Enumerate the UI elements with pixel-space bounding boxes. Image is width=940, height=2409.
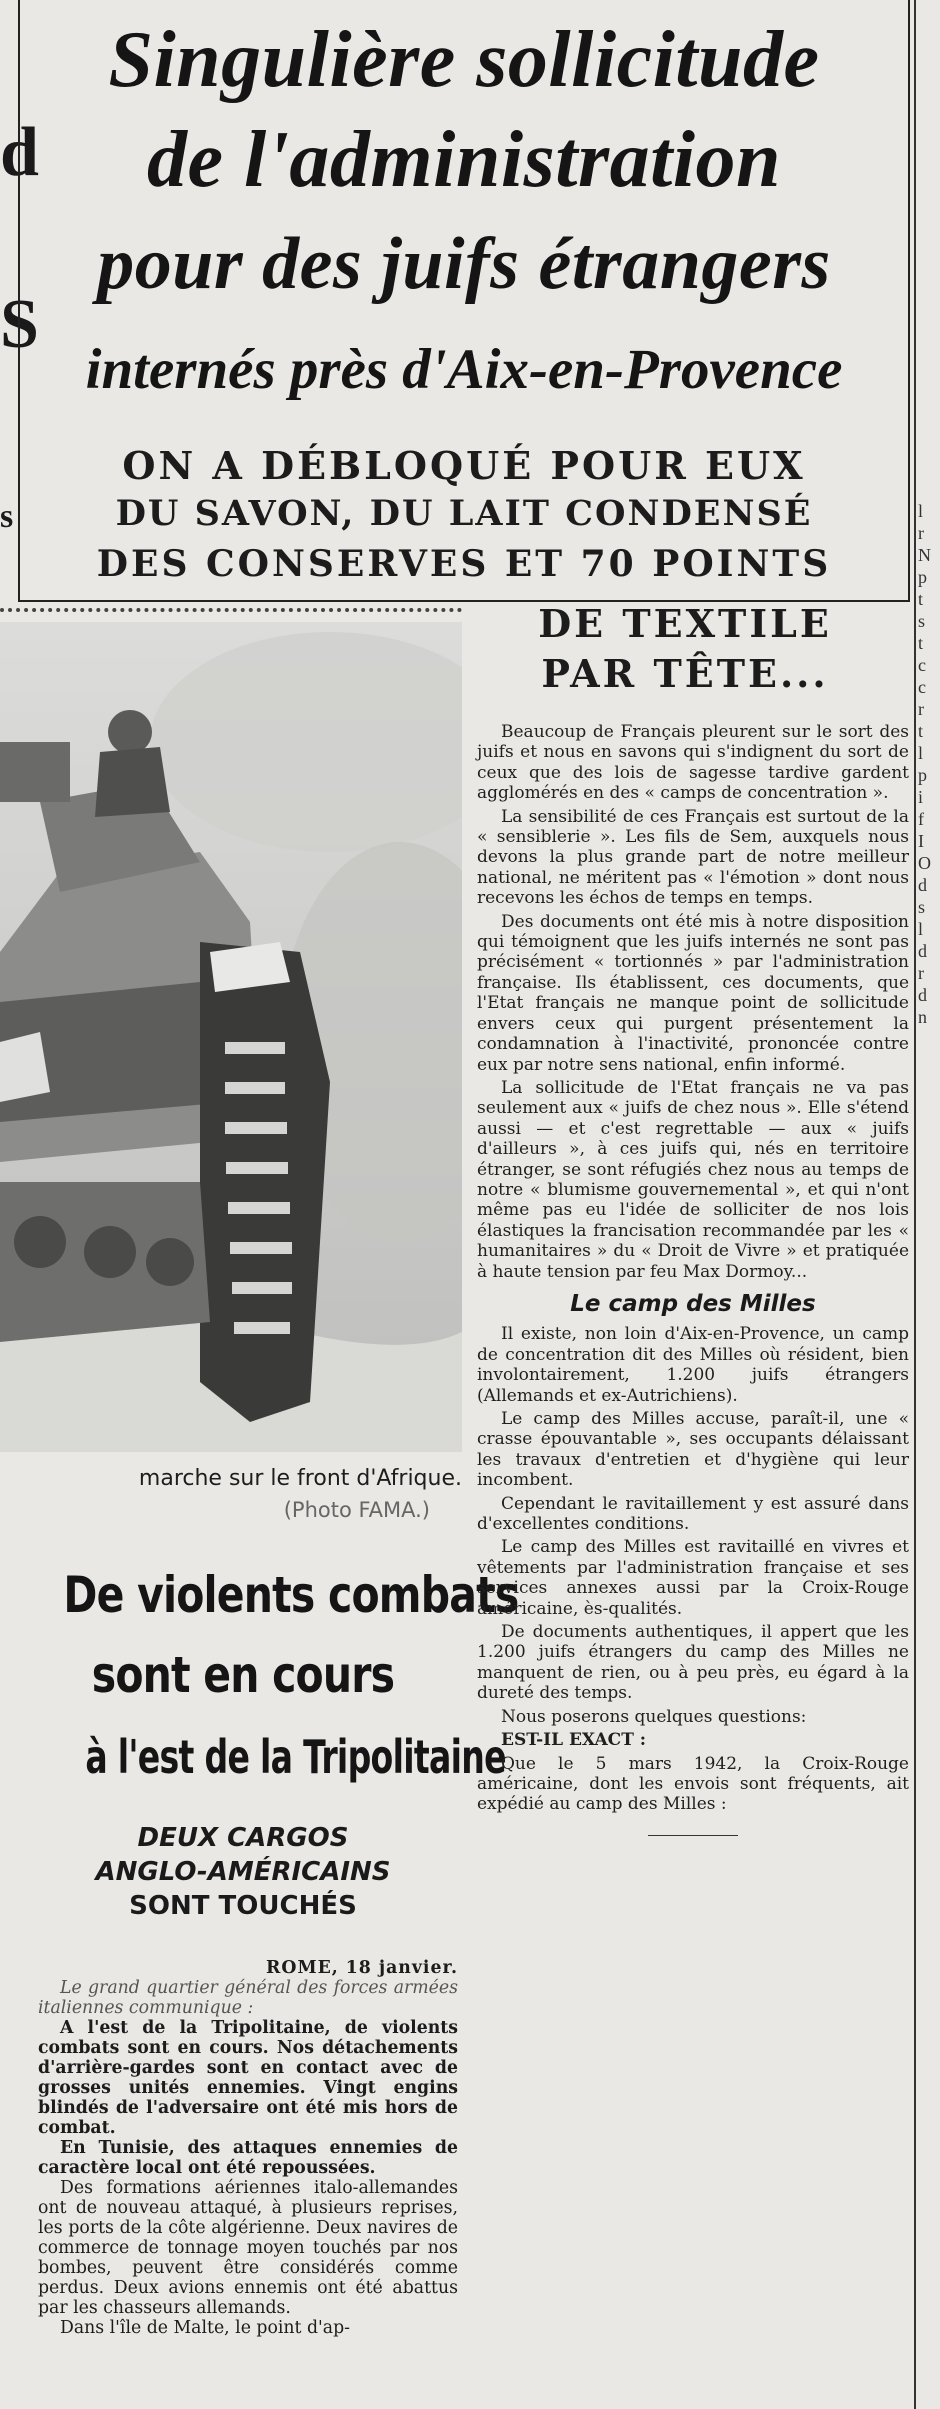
right-paragraph: La sollicitude de l'Etat français ne va pas seulement aux « juifs de chez nous ». Elle s'étend aussi — et c'est regrettable — aux « juifs d'ailleurs », à ces juifs qui, nés en territoire étranger, se sont réfugiés chez nous au temps de notre « blumisme gouvernemental », et qui n'ont même pas eu l'idée de solliciter de nos lois élastiques la francisation recommandée par les « humanitaires » du « Droit de Vivre » et pratiquée à haute tension par feu Max Dormoy... <box>477 1077 909 1282</box>
right-paragraph: Cependant le ravitaillement y est assuré dans d'excellentes conditions. <box>477 1493 909 1535</box>
right-fragment: f <box>918 809 924 829</box>
left-headline-line-3: à l'est de la Tripolitaine <box>85 1730 506 1784</box>
right-fragment: t <box>918 589 924 609</box>
right-fragment: r <box>918 963 924 983</box>
right-article-body <box>477 722 909 1836</box>
left-subhead-line-1 <box>24 1822 462 1854</box>
right-paragraph: Des documents ont été mis à notre disposition qui témoignent que les juifs internés ne sont pas précisément « tortionnés » par l'administration française. Ils établissent, ces documents, que l'Etat français ne manque point de sollicitude envers ceux qui purgent présentement la condamnation à l'inactivité, prononcée contre eux par notre sens national, enfin informé. <box>477 911 909 1075</box>
dotted-separator <box>0 608 462 612</box>
right-paragraph: La sensibilité de ces Français est surtout de la « sensiblerie ». Les fils de Sem, auxquels nous devons la plus grande part de notre meilleur national, ne méritent pas « l'émotion » dont nous recevons les échos de temps en temps. <box>477 806 909 909</box>
right-fragment: d <box>918 985 927 1005</box>
left-paragraph: A l'est de la Tripolitaine, de violents combats sont en cours. Nos détachements d'arrière-gardes sont en contact avec de grosses unités ennemies. Vingt engins blindés de l'adversaire ont été mis hors de combat. <box>38 2018 458 2138</box>
subhead-line-3: DES CONSERVES ET 70 POINTS <box>96 543 832 585</box>
right-fragment: n <box>918 1007 927 1027</box>
right-paragraph: Beaucoup de Français pleurent sur le sort des juifs et nous en savons qui s'indignent du sort de ceux que des lois de sagesse tardive gardent agglomérés en des « camps de concentration ». <box>477 722 909 804</box>
right-fragment: r <box>918 699 924 719</box>
right-paragraph: Nous poserons quelques questions: <box>501 1706 807 1727</box>
headline-line-2: de l'administration <box>146 116 782 204</box>
left-subhead-text: DEUX CARGOS <box>137 1823 349 1853</box>
right-paragraph: Que le 5 mars 1942, la Croix-Rouge américaine, dont les envois sont fréquents, ait expédié au camp des Milles : <box>477 1753 909 1815</box>
right-paragraph: De documents authentiques, il appert que les 1.200 juifs étrangers du camp des Milles ne manquent de rien, ou à peu près, eu égard à la dureté des temps. <box>477 1622 909 1704</box>
right-paragraph: Il existe, non loin d'Aix-en-Provence, un camp de concentration dit des Milles où résident, bien involontairement, 1.200 juifs étrangers (Allemands et ex-Autrichiens). <box>477 1324 909 1406</box>
left-margin-fragment: S <box>0 286 39 363</box>
main-headline-box <box>18 0 910 602</box>
right-fragment: N <box>918 545 931 565</box>
left-subhead-text: ANGLO-AMÉRICAINS <box>95 1857 391 1887</box>
right-fragment: s <box>918 611 926 631</box>
left-margin-fragment: d <box>0 114 39 191</box>
right-fragment: i <box>918 787 924 807</box>
right-fragment: l <box>918 919 924 939</box>
right-paragraph: Le camp des Milles accuse, paraît-il, une « crasse épouvantable », ses occupants délaissant les travaux d'entretien et d'hygiène qui leur incombent. <box>477 1409 909 1491</box>
question-heading: EST-IL EXACT : <box>501 1730 647 1751</box>
right-column-rule <box>914 0 916 2409</box>
right-fragment: s <box>918 897 926 917</box>
left-paragraph: Dans l'île de Malte, le point d'ap- <box>60 2318 350 2338</box>
left-paragraph: Des formations aériennes italo-allemandes ont de nouveau attaqué, à plusieurs reprises, les ports de la côte algérienne. Deux navires de commerce de tonnage moyen touchés par nos bombes, peuvent être considérés comme perdus. Deux avions ennemis ont été abattus par les chasseurs allemands. <box>38 2178 458 2318</box>
dateline: ROME, 18 janvier. <box>266 1958 458 1978</box>
right-fragment: p <box>918 765 927 785</box>
tank-photo <box>0 622 462 1452</box>
right-margin-fragments <box>918 500 940 1028</box>
left-paragraph: En Tunisie, des attaques ennemies de caractère local ont été repoussées. <box>38 2138 458 2178</box>
right-fragment: I <box>918 831 924 851</box>
right-fragment: c <box>918 677 926 697</box>
right-fragment: t <box>918 633 924 653</box>
subhead-line-2: DU SAVON, DU LAIT CONDENSÉ <box>115 493 813 534</box>
subhead-line-1: ON A DÉBLOQUÉ POUR EUX <box>122 443 806 488</box>
headline-line-4: internés près d'Aix-en-Provence <box>85 338 843 401</box>
end-rule <box>648 1835 738 1836</box>
left-headline-line-1: De violents combats <box>63 1566 519 1624</box>
left-article-body <box>38 1958 458 2338</box>
headline-line-3: pour des juifs étrangers <box>97 223 831 305</box>
subhead-line-5: PAR TÊTE... <box>541 651 829 696</box>
headline-line-1: Singulière sollicitude <box>108 16 820 104</box>
photo-caption: marche sur le front d'Afrique. <box>138 1466 462 1491</box>
right-fragment: O <box>918 853 931 873</box>
left-headline-line-2: sont en cours <box>91 1646 395 1704</box>
tank-illustration <box>0 622 462 1452</box>
left-subhead-line-3: SONT TOUCHÉS <box>129 1891 357 1921</box>
left-subhead-line-2 <box>24 1856 462 1888</box>
right-fragment: l <box>918 743 924 763</box>
right-fragment: l <box>918 501 924 521</box>
right-fragment: p <box>918 567 927 587</box>
communique-intro: Le grand quartier général des forces armées italiennes communique : <box>38 1978 458 2018</box>
right-paragraph: Le camp des Milles est ravitaillé en vivres et vêtements par l'administration française et ses services annexes aussi par la Croix-Rouge américaine, ès-qualités. <box>477 1537 909 1619</box>
right-fragment: r <box>918 523 924 543</box>
subhead-line-4: DE TEXTILE <box>538 601 832 646</box>
left-margin-fragment: s <box>0 498 14 535</box>
section-title: Le camp des Milles <box>570 1290 816 1317</box>
photo-credit: (Photo FAMA.) <box>283 1498 430 1522</box>
right-fragment: d <box>918 941 927 961</box>
right-fragment: c <box>918 655 926 675</box>
right-fragment: t <box>918 721 924 741</box>
right-fragment: d <box>918 875 927 895</box>
